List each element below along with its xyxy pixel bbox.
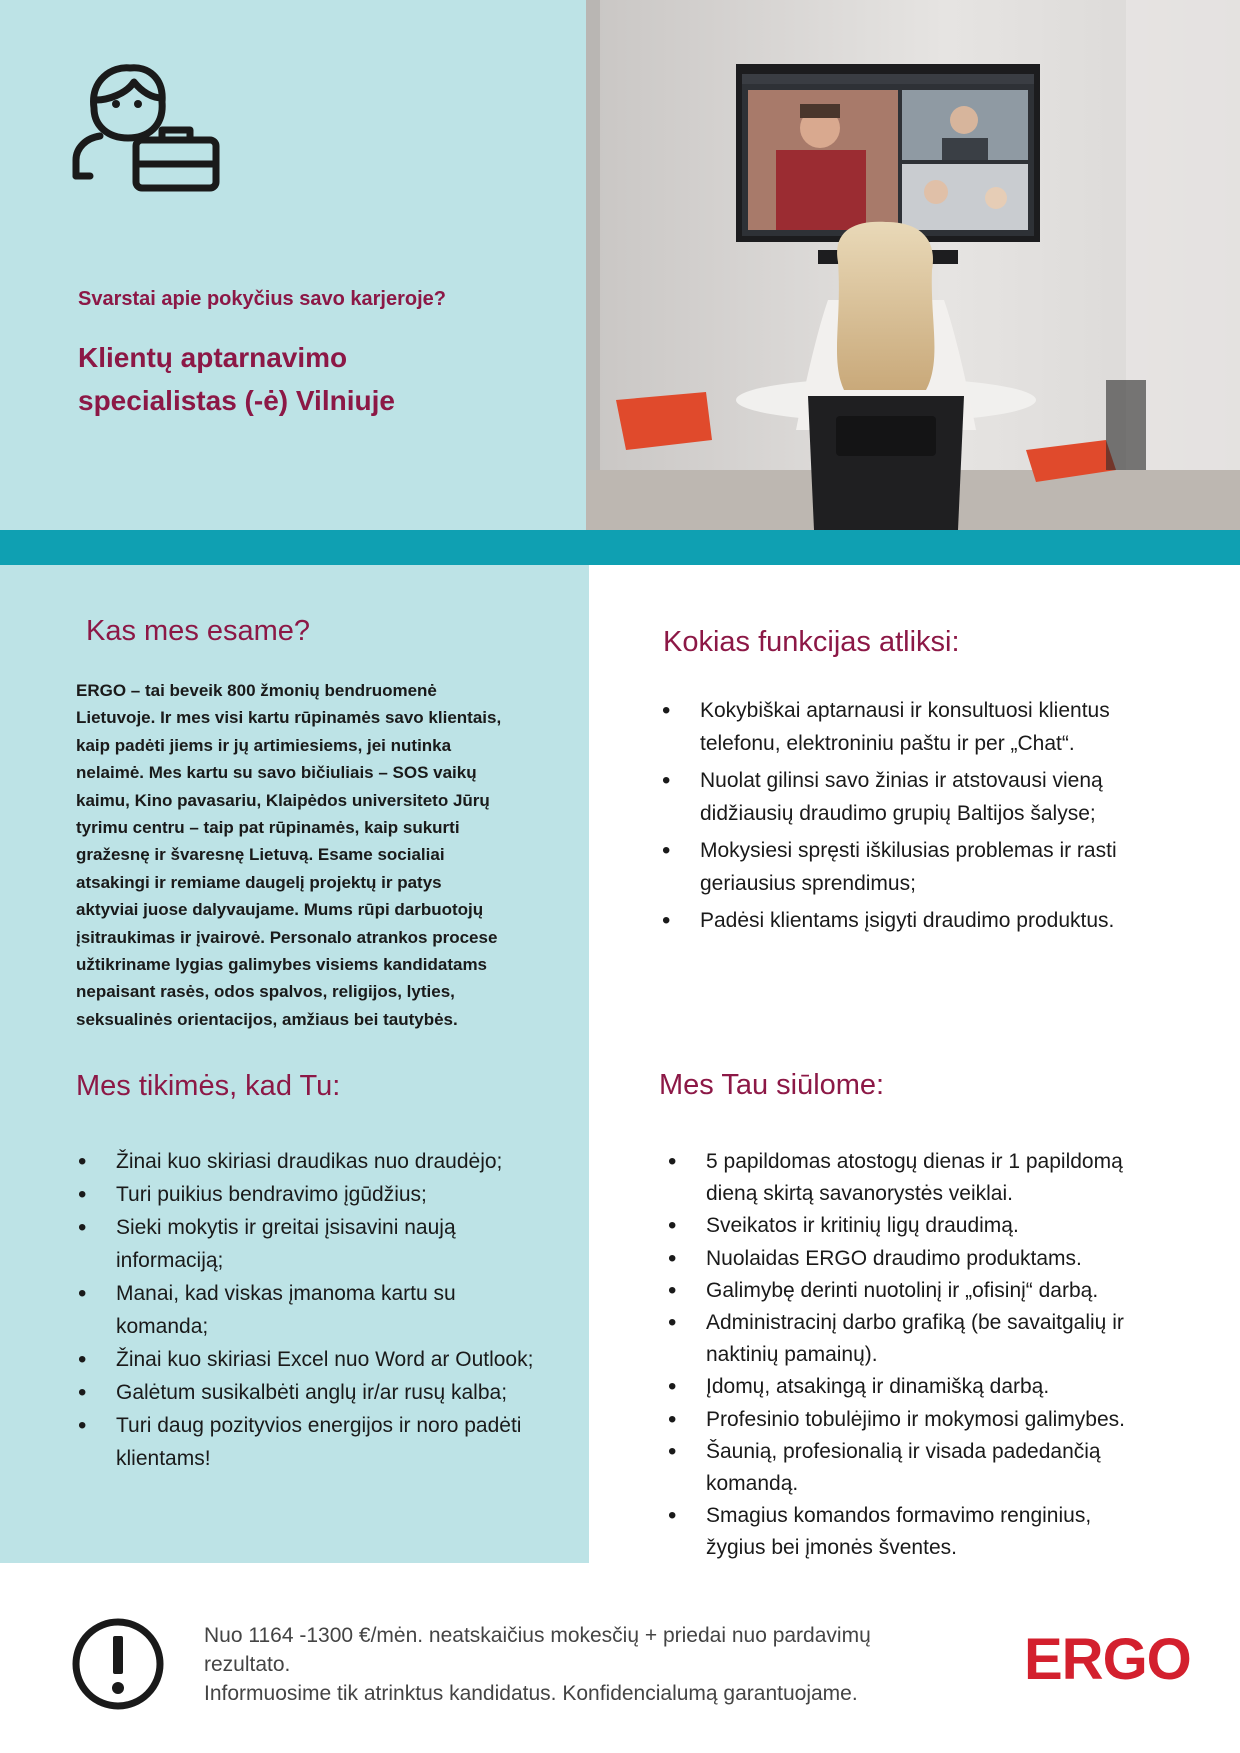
- expect-item-line: • Žinai kuo skiriasi Excel nuo Word ar Outlook;: [116, 1348, 534, 1371]
- functions-list: [662, 694, 1222, 941]
- about-title: Kas mes esame?: [86, 615, 311, 647]
- expect-item: [78, 1178, 578, 1211]
- about-line: Lietuvoje. Ir mes visi kartu rūpinamės savo klientais,: [76, 708, 502, 728]
- footer-text: [204, 1621, 964, 1708]
- offer-list: [668, 1146, 1228, 1565]
- offer-item-line: • Sveikatos ir kritinių ligų draudimą.: [706, 1214, 1019, 1238]
- salary-line-2: rezultato.: [204, 1653, 291, 1676]
- about-line: atsakingi ir remiame daugelį projektų ir patys: [76, 872, 442, 892]
- hero-photo: [586, 0, 1240, 530]
- function-item-line: • Padėsi klientams įsigyti draudimo produktus.: [700, 909, 1115, 932]
- expect-item-line: • Turi puikius bendravimo įgūdžius;: [116, 1183, 427, 1206]
- offer-item-line: • Profesinio tobulėjimo ir mokymosi galimybes.: [706, 1407, 1125, 1431]
- about-line: seksualinės orientacijos, amžiaus bei tautybės.: [76, 1009, 458, 1029]
- expect-item-line: • Sieki mokytis ir greitai įsisavini naują: [116, 1216, 456, 1239]
- offer-item: [668, 1146, 1228, 1210]
- expect-item-line: • Turi daug pozityvios energijos ir noro padėti: [116, 1414, 522, 1437]
- offer-item-line: • Administracinį darbo grafiką (be savaitgalių ir: [706, 1311, 1124, 1335]
- offer-item: [668, 1404, 1228, 1436]
- function-item-line: • Nuolat gilinsi savo žinias ir atstovausi vieną: [700, 769, 1103, 792]
- offer-item-line: • Šaunią, profesionalią ir visada padedančią: [706, 1439, 1101, 1463]
- job-title: [78, 336, 395, 422]
- about-line: nepaisant rasės, odos spalvos, religijos, lyties,: [76, 982, 455, 1002]
- offer-item: [668, 1307, 1228, 1371]
- offer-item-line: dieną skirtą savanorystės veiklai.: [706, 1182, 1013, 1206]
- offer-item: [668, 1243, 1228, 1275]
- offer-item-line: komandą.: [706, 1472, 799, 1496]
- function-item-line: geriausius sprendimus;: [700, 872, 916, 895]
- notice-line: Informuosime tik atrinktus kandidatus. Konfidencialumą garantuojame.: [204, 1682, 858, 1705]
- expect-item-line: • Manai, kad viskas įmanoma kartu su: [116, 1282, 456, 1305]
- function-item: [662, 694, 1222, 760]
- offer-item-line: • 5 papildomas atostogų dienas ir 1 papildomą: [706, 1150, 1123, 1173]
- expect-item: [78, 1277, 578, 1343]
- function-item: [662, 834, 1222, 900]
- about-line: kaip padėti jiems ir jų artimiesiems, jei nutinka: [76, 735, 452, 755]
- about-line: ERGO – tai beveik 800 žmonių bendruomenė: [76, 681, 437, 700]
- function-item-line: • Mokysiesi spręsti iškilusias problemas ir rasti: [700, 839, 1117, 862]
- offer-item: [668, 1436, 1228, 1500]
- expect-item-line: • Žinai kuo skiriasi draudikas nuo draudėjo;: [116, 1150, 503, 1173]
- expect-item: [78, 1343, 578, 1376]
- about-line: nelaimė. Mes kartu su savo bičiuliais – SOS vaikų: [76, 763, 477, 783]
- offer-item-line: • Įdomų, atsakingą ir dinamišką darbą.: [706, 1375, 1050, 1399]
- expect-item: [78, 1376, 578, 1409]
- offer-item: [668, 1275, 1228, 1307]
- expect-list: [78, 1145, 578, 1475]
- offer-item-line: žygius bei įmonės šventes.: [706, 1536, 957, 1560]
- about-text: [76, 677, 576, 1033]
- offer-title: Mes Tau siūlome:: [659, 1069, 885, 1101]
- teal-divider: [0, 530, 1240, 565]
- expect-item-line: klientams!: [116, 1447, 211, 1470]
- function-item-line: • Kokybiškai aptarnausi ir konsultuosi klientus: [700, 699, 1110, 722]
- career-question: Svarstai apie pokyčius savo karjeroje?: [78, 288, 446, 310]
- expect-item-line: komanda;: [116, 1315, 209, 1338]
- exclamation-circle-icon: [70, 1616, 166, 1712]
- offer-item: [668, 1500, 1228, 1564]
- expect-item-line: • Galėtum susikalbėti anglų ir/ar rusų kalba;: [116, 1381, 508, 1404]
- functions-title: Kokias funkcijas atliksi:: [663, 626, 960, 658]
- function-item: [662, 764, 1222, 830]
- video-meeting-photo: [586, 0, 1240, 530]
- expect-title: Mes tikimės, kad Tu:: [76, 1070, 341, 1102]
- function-item-line: didžiausių draudimo grupių Baltijos šalyse;: [700, 802, 1096, 825]
- hero-panel: [0, 0, 586, 530]
- offer-item-line: • Nuolaidas ERGO draudimo produktams.: [706, 1246, 1082, 1270]
- job-title-line-1: Klientų aptarnavimo: [78, 342, 348, 373]
- about-line: įsitraukimas ir įvairovė. Personalo atrankos procese: [76, 927, 498, 947]
- offer-item-line: • Smagius komandos formavimo renginius,: [706, 1504, 1092, 1528]
- expect-item: [78, 1211, 578, 1277]
- about-line: kaimu, Kino pavasariu, Klaipėdos universiteto Jūrų: [76, 790, 490, 810]
- expect-item: [78, 1145, 578, 1178]
- offer-item-line: naktinių pamainų).: [706, 1343, 878, 1367]
- function-item-line: telefonu, elektroniniu paštu ir per „Chat“.: [700, 732, 1075, 755]
- function-item: [662, 904, 1222, 937]
- about-line: tyrimu centru – taip pat rūpinamės, kaip sukurti: [76, 818, 460, 838]
- expect-item: [78, 1409, 578, 1475]
- about-line: užtikriname lygias galimybes visiems kandidatams: [76, 955, 488, 975]
- ergo-logo: ERGO: [1024, 1627, 1191, 1692]
- job-title-line-2: specialistas (-ė) Vilniuje: [78, 385, 395, 416]
- offer-item: [668, 1371, 1228, 1403]
- offer-item-line: • Galimybę derinti nuotolinį ir „ofisinį“ darbą.: [706, 1278, 1099, 1302]
- person-with-briefcase-icon: [72, 60, 232, 220]
- offer-item: [668, 1210, 1228, 1242]
- about-line: aktyviai juose dalyvaujame. Mums rūpi darbuotojų: [76, 900, 484, 920]
- salary-line-1: Nuo 1164 -1300 €/mėn. neatskaičius mokesčių + priedai nuo pardavimų: [204, 1624, 871, 1647]
- expect-item-line: informaciją;: [116, 1249, 224, 1272]
- about-line: gražesnę ir švaresnę Lietuvą. Esame socialiai: [76, 845, 445, 865]
